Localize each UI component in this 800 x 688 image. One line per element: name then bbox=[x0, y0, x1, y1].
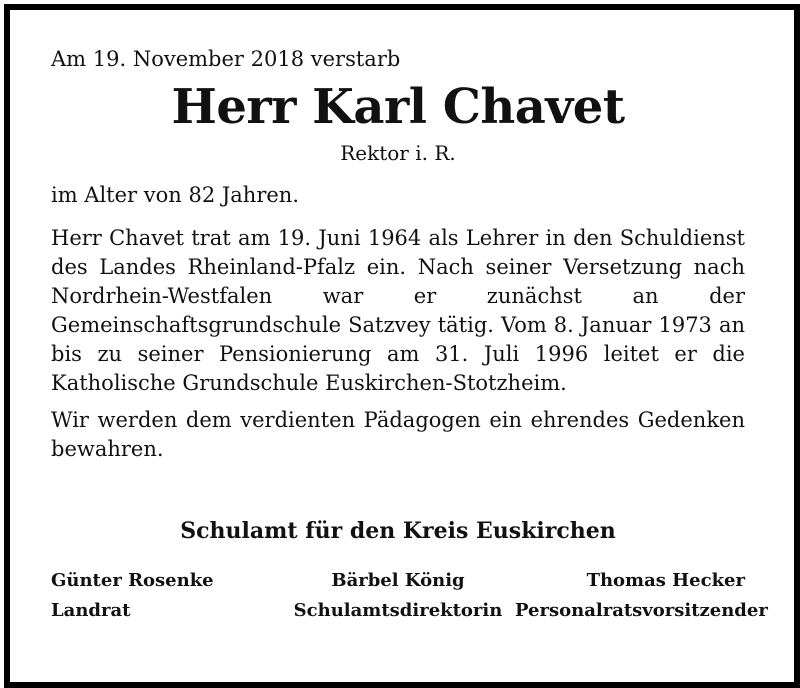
signer-title: Landrat bbox=[51, 600, 131, 621]
organization-name: Schulamt für den Kreis Euskirchen bbox=[180, 518, 616, 544]
signer-name: Bärbel König bbox=[331, 570, 465, 591]
signer bbox=[51, 566, 281, 626]
closing-paragraph: Wir werden dem verdienten Pädagogen ein ehrendes Gedenken bewahren. bbox=[51, 408, 745, 461]
obituary-notice bbox=[51, 44, 768, 626]
signer-title: Personalratsvorsitzender bbox=[515, 600, 768, 621]
signer-name: Thomas Hecker bbox=[586, 570, 745, 591]
intro-line: Am 19. November 2018 verstarb bbox=[51, 47, 401, 71]
signers-row bbox=[51, 566, 768, 626]
signer bbox=[515, 566, 768, 626]
deceased-title: Rektor i. R. bbox=[340, 141, 456, 165]
age-line: im Alter von 82 Jahren. bbox=[51, 183, 300, 207]
signer bbox=[283, 566, 513, 626]
signer-name: Günter Rosenke bbox=[51, 570, 214, 591]
deceased-name: Herr Karl Chavet bbox=[171, 79, 625, 135]
biography-paragraph: Herr Chavet trat am 19. Juni 1964 als Lehrer in den Schuldienst des Landes Rheinland-Pfalz ein. Nach seiner Versetzung nach Nordrhein-Westfalen war er zunächst an der Gemeinschaftsgrundschule Satzvey tätig. Vom 8. Januar 1973 an bis zu seiner Pensionierung am 31. Juli 1996 leitet er die Katholische Grundschule Euskirchen-Stotzheim. bbox=[51, 226, 745, 395]
signer-title: Schulamtsdirektorin bbox=[293, 600, 503, 621]
